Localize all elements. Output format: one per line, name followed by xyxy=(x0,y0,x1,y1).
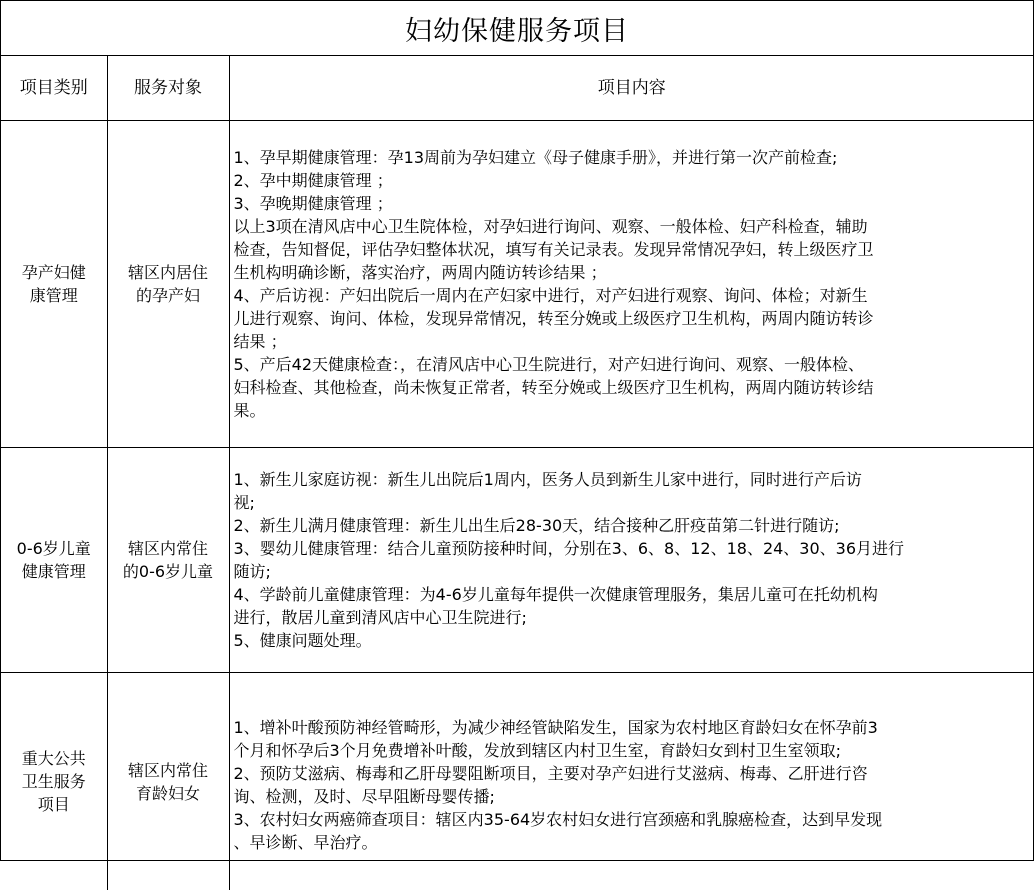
target-line: 的0-6岁儿童 xyxy=(112,560,225,583)
category-cell xyxy=(1,448,107,673)
content-line: 1、孕早期健康管理：孕13周前为孕妇建立《母子健康手册》，并进行第一次产前检查; xyxy=(234,146,1031,169)
category-line: 康管理 xyxy=(5,284,103,307)
content-line: 随访; xyxy=(234,560,1031,583)
content-line: 2、新生儿满月健康管理：新生儿出生后28-30天，结合接种乙肝疫苗第二针进行随访; xyxy=(234,514,1031,537)
table-row xyxy=(1,121,1034,448)
header-category: 项目类别 xyxy=(1,56,107,121)
target-line: 育龄妇女 xyxy=(112,782,225,805)
content-line: 妇科检查、其他检查，尚未恢复正常者，转至分娩或上级医疗卫生机构，两周内随访转诊结 xyxy=(234,376,1031,399)
content-cell xyxy=(229,673,1034,890)
content-cell xyxy=(229,448,1034,673)
content-cell xyxy=(229,121,1034,448)
target-line: 的孕产妇 xyxy=(112,284,225,307)
content-line: 4、产后访视：产妇出院后一周内在产妇家中进行，对产妇进行观察、询问、体检；对新生 xyxy=(234,284,1031,307)
content-line: 个月和怀孕后3个月免费增补叶酸，发放到辖区内村卫生室，育龄妇女到村卫生室领取; xyxy=(234,739,1031,762)
table-row xyxy=(1,448,1034,673)
target-cell xyxy=(107,121,229,448)
target-line: 辖区内常住 xyxy=(112,759,225,782)
content-line: 果。 xyxy=(234,399,1031,422)
target-line: 辖区内常住 xyxy=(112,537,225,560)
content-line: 5、产后42天健康检查：，在清风店中心卫生院进行，对产妇进行询问、观察、一般体检、 xyxy=(234,353,1031,376)
category-line: 重大公共 xyxy=(5,747,103,770)
category-line: 孕产妇健 xyxy=(5,261,103,284)
category-line: 项目 xyxy=(5,793,103,816)
content-line: 儿进行观察、询问、体检，发现异常情况，转至分娩或上级医疗卫生机构，两周内随访转诊 xyxy=(234,307,1031,330)
content-line: 2、预防艾滋病、梅毒和乙肝母婴阻断项目，主要对孕产妇进行艾滋病、梅毒、乙肝进行咨 xyxy=(234,762,1031,785)
content-line: 视; xyxy=(234,491,1031,514)
category-cell xyxy=(1,121,107,448)
content-line: 检查，告知督促，评估孕妇整体状况，填写有关记录表。发现异常情况孕妇，转上级医疗卫 xyxy=(234,238,1031,261)
content-line: 1、新生儿家庭访视：新生儿出院后1周内，医务人员到新生儿家中进行，同时进行产后访 xyxy=(234,468,1031,491)
header-content: 项目内容 xyxy=(229,56,1034,121)
target-cell xyxy=(107,673,229,890)
category-cell xyxy=(1,673,107,890)
category-line: 0-6岁儿童 xyxy=(5,537,103,560)
content-line: 3、婴幼儿健康管理：结合儿童预防接种时间，分别在3、6、8、12、18、24、30、36月进行 xyxy=(234,537,1031,560)
content-line: 2、孕中期健康管理 ； xyxy=(234,169,1031,192)
content-line: 4、学龄前儿童健康管理：为4-6岁儿童每年提供一次健康管理服务，集居儿童可在托幼机构 xyxy=(234,583,1031,606)
services-table xyxy=(1,56,1034,890)
content-line: 以上3项在清风店中心卫生院体检，对孕妇进行询问、观察、一般体检、妇产科检查，辅助 xyxy=(234,215,1031,238)
target-line: 辖区内居住 xyxy=(112,261,225,284)
page-title: 妇幼保健服务项目 xyxy=(1,1,1033,56)
content-line: 1、增补叶酸预防神经管畸形，为减少神经管缺陷发生，国家为农村地区育龄妇女在怀孕前3 xyxy=(234,716,1031,739)
header-target: 服务对象 xyxy=(107,56,229,121)
content-line: 询、检测，及时、尽早阻断母婴传播; xyxy=(234,785,1031,808)
content-line: 进行，散居儿童到清风店中心卫生院进行; xyxy=(234,606,1031,629)
table-row xyxy=(1,673,1034,890)
content-line: 3、孕晚期健康管理 ； xyxy=(234,192,1031,215)
content-line: 、早诊断、早治疗。 xyxy=(234,831,1031,854)
table-header-row xyxy=(1,56,1034,121)
content-line: 结果 ； xyxy=(234,330,1031,353)
content-line: 5、健康问题处理。 xyxy=(234,629,1031,652)
category-line: 健康管理 xyxy=(5,560,103,583)
content-line: 生机构明确诊断，落实治疗，两周内随访转诊结果 ； xyxy=(234,261,1031,284)
target-cell xyxy=(107,448,229,673)
category-line: 卫生服务 xyxy=(5,770,103,793)
content-line: 3、农村妇女两癌筛查项目：辖区内35-64岁农村妇女进行宫颈癌和乳腺癌检查，达到早发现 xyxy=(234,808,1031,831)
